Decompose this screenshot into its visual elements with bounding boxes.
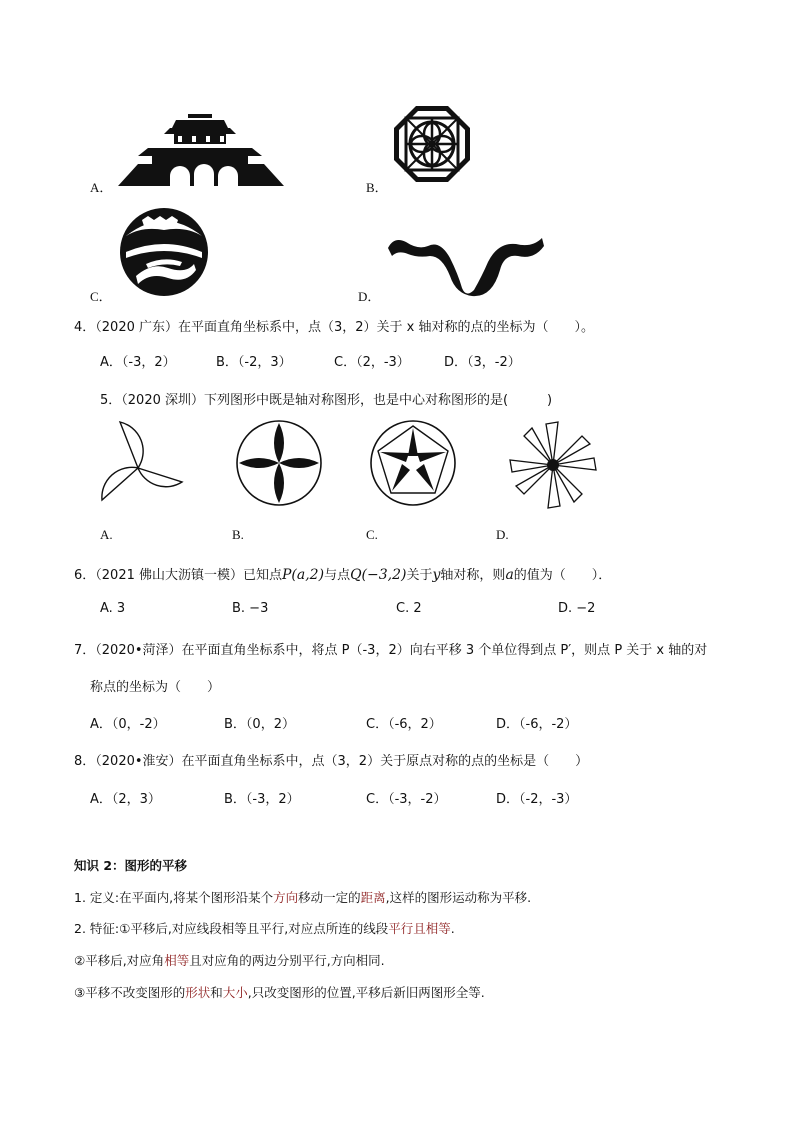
q5-label-c: C.	[366, 527, 378, 542]
question-5-text: 5．（2020 深圳）下列图形中既是轴对称图形，也是中心对称图形的是( )	[100, 393, 553, 408]
q7-option-c: C．（-6，2）	[366, 717, 442, 732]
three-petal-fan-icon	[96, 418, 186, 510]
kn-l2-c: .	[450, 921, 455, 936]
kn-l1-e: ,这样的图形运动称为平移.	[385, 890, 532, 905]
kn-l2-highlight: 平行且相等	[388, 921, 451, 936]
kn-l3-equal: 相等	[164, 953, 190, 968]
kn-l4-size: 大小	[222, 985, 248, 1000]
circular-emblem-icon	[116, 206, 212, 298]
pinwheel-icon	[506, 418, 600, 512]
q7-option-b: B．（0，2）	[224, 717, 295, 732]
q6-var: a	[505, 567, 514, 583]
q6-mid3: 轴对称，则	[440, 568, 506, 583]
q5-label-d: D.	[496, 527, 509, 542]
knowledge-line-1	[74, 888, 531, 906]
knowledge-line-4	[74, 983, 485, 1001]
question-7-line2: 称点的坐标为（ ）	[90, 680, 221, 695]
q8-option-a: A．（2，3）	[90, 792, 161, 807]
q8-option-c: C．（-3，-2）	[366, 792, 447, 807]
kn-l4-shape: 形状	[185, 985, 211, 1000]
question-4-text: 4．（2020 广东）在平面直角坐标系中，点（3，2）关于 x 轴对称的点的坐标为（ ）。	[74, 320, 594, 335]
q4-option-b: B．（-2，3）	[216, 355, 292, 370]
q6-option-b: B. −3	[232, 601, 269, 616]
option-label-a: A．	[90, 180, 113, 195]
q8-option-b: B．（-3，2）	[224, 792, 300, 807]
knowledge-line-3	[74, 951, 385, 969]
q6-point-p: P(a,2)	[282, 567, 325, 583]
q6-option-c: C. 2	[396, 601, 422, 616]
q6-point-q: Q(−3,2)	[350, 567, 407, 583]
palace-silhouette-icon	[118, 112, 284, 188]
kn-l3-a: ②平移后,对应角	[74, 953, 165, 968]
question-8-text: 8．（2020•淮安）在平面直角坐标系中，点（3，2）关于原点对称的点的坐标是（ ）	[74, 754, 589, 769]
kn-l4-c: 和	[210, 985, 223, 1000]
question-6-text	[74, 564, 611, 583]
q4-option-d: D．（3，-2）	[444, 355, 521, 370]
wavy-serpent-icon	[384, 232, 546, 298]
kn-l1-direction: 方向	[273, 890, 299, 905]
option-label-c: C．	[90, 289, 112, 304]
q4-option-a: A．（-3，2）	[100, 355, 176, 370]
q7-option-d: D．（-6，-2）	[496, 717, 578, 732]
four-petal-circle-icon	[234, 418, 324, 508]
kn-l4-e: ,只改变图形的位置,平移后新旧两图形全等.	[247, 985, 485, 1000]
kn-l3-c: 且对应角的两边分别平行,方向相同.	[189, 953, 385, 968]
q6-mid2: 关于	[406, 568, 433, 583]
q6-axis: y	[432, 567, 441, 583]
option-label-b: B．	[366, 180, 388, 195]
q5-label-a: A.	[100, 527, 113, 542]
kn-l4-a: ③平移不改变图形的	[74, 985, 186, 1000]
kn-l2-a: 2. 特征:①平移后,对应线段相等且平行,对应点所连的线段	[74, 921, 389, 936]
q7-option-a: A．（0，-2）	[90, 717, 166, 732]
q8-option-d: D．（-2，-3）	[496, 792, 578, 807]
kn-l1-a: 1. 定义:在平面内,将某个图形沿某个	[74, 890, 274, 905]
q6-option-d: D. −2	[558, 601, 596, 616]
q6-suffix: 的值为（ ）．	[513, 568, 612, 583]
q5-label-b: B.	[232, 527, 244, 542]
q4-option-c: C．（2，-3）	[334, 355, 410, 370]
octagon-window-pattern-icon	[392, 104, 472, 184]
question-7-line1: 7．（2020•菏泽）在平面直角坐标系中，将点 P（-3，2）向右平移 3 个单位得到点 P′，则点 P 关于 x 轴的对	[74, 643, 708, 658]
q6-mid1: 与点	[324, 568, 351, 583]
q6-option-a: A. 3	[100, 601, 126, 616]
kn-l1-c: 移动一定的	[298, 890, 361, 905]
option-label-d: D．	[358, 289, 381, 304]
q6-prefix: 6．（2021 佛山大沥镇一模）已知点	[74, 568, 282, 583]
knowledge-line-2	[74, 919, 455, 937]
star-in-pentagon-icon	[368, 418, 458, 508]
kn-l1-distance: 距离	[360, 890, 386, 905]
knowledge-title: 知识 2：图形的平移	[74, 858, 188, 873]
